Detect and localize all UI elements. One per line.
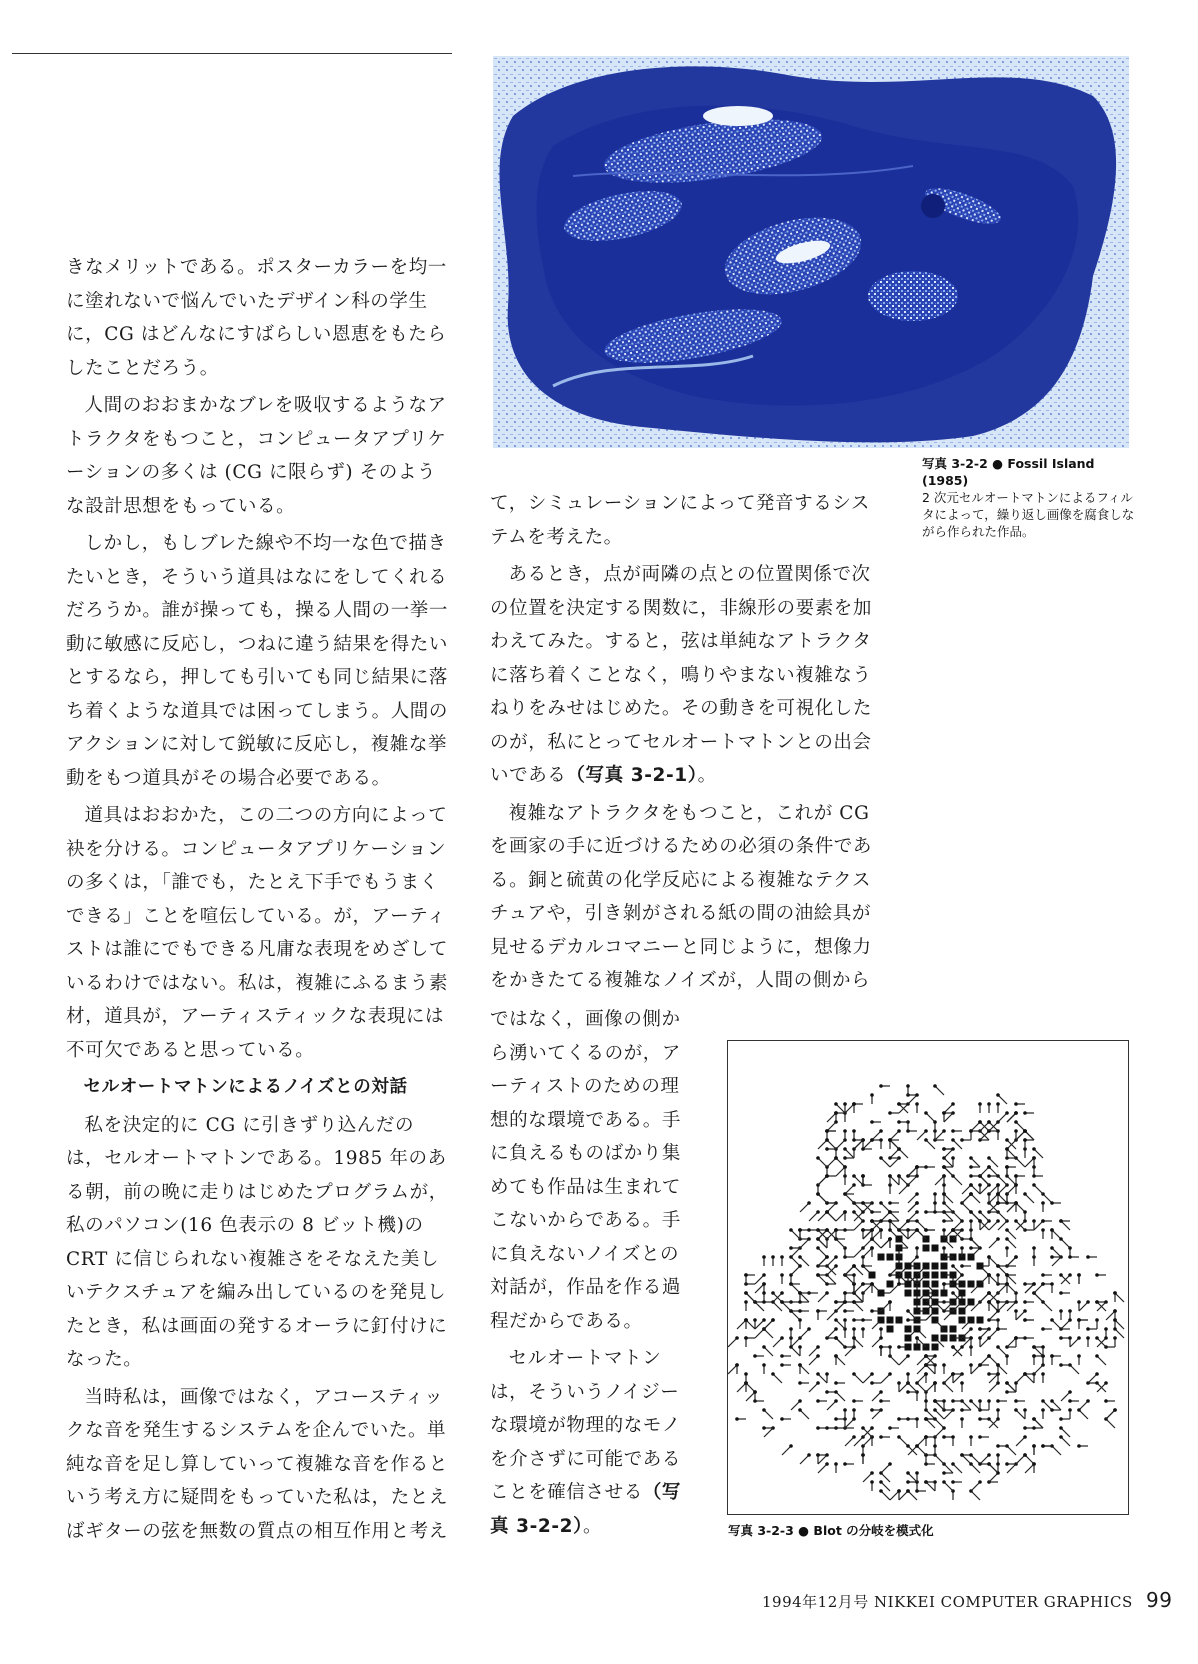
page-number: 99 xyxy=(1146,1588,1173,1612)
caption-body: 2 次元セルオートマトンによるフィルタによって，繰り返し画像を腐食しながら作られた作品。 xyxy=(922,490,1135,539)
paragraph: ではなく，画像の側から湧いてくるのが，アーティストのための理想的な環境である。手に負えるものばかり集めても作品は生まれてこないからである。手に負えないノイズとの対話が，作品を作る過程だからである。 xyxy=(490,1009,682,1332)
paragraph: 当時私は，画像ではなく，アコースティックな音を発生するシステムを企んでいた。単純な音を足し算していって複雑な音を作るという考え方に疑問をもっていた私は，たとえばギターの弦を無数の質点の相互作用と考え xyxy=(66,1386,449,1542)
top-rule xyxy=(12,53,452,54)
photo-caption: 写真 3-2-3 ● Blot の分岐を模式化 xyxy=(728,1523,934,1538)
page-footer xyxy=(762,1588,1172,1612)
section-heading: セルオートマトンによるノイズとの対話 xyxy=(83,1077,408,1097)
paragraph-end: 。 xyxy=(697,765,717,786)
magazine-name: NIKKEI COMPUTER GRAPHICS xyxy=(874,1593,1133,1611)
fossil-island-photo xyxy=(493,56,1129,448)
paragraph: 人間のおおまかなブレを吸収するようなアトラクタをもつこと，コンピュータアプリケーションの多くは (CG に限らず) そのような設計思想をもっている。 xyxy=(66,395,447,517)
paragraph xyxy=(490,558,875,793)
paragraph-text: セルオートマトンは，そういうノイジーな環境が物理的なモノを介さずに可能であることを確信させる xyxy=(490,1348,682,1503)
paragraph: しかし，もしブレた線や不均一な色で描きたいとき，そういう道具はなにをしてくれるだろうか。誰が操っても，操る人間の一挙一動に敏感に反応し，つねに違う結果を得たいとするなら，押しても引いても同じ結果に落ち着くような道具では困ってしまう。人間のアクションに対して鋭敏に反応し，複雑な挙動をもつ道具がその場合必要である。 xyxy=(66,533,449,789)
text-column-2-narrow xyxy=(490,1003,686,1547)
paragraph: きなメリットである。ポスターカラーを均一に塗れないで悩んでいたデザイン科の学生に，CG はどんなにすばらしい恩恵をもたらしたことだろう。 xyxy=(66,257,447,379)
blot-branches xyxy=(728,1084,1124,1500)
paragraph: 複雑なアトラクタをもつこと，これが CG を画家の手に近づけるための必須の条件である。銅と硫黄の化学反応による複雑なテクスチュアや，引き剝がされる紙の間の油絵具が見せるデカルコマニーと同じように，想像力をかきたてる複雑なノイズが，人間の側から xyxy=(490,802,873,991)
paragraph-end: 。 xyxy=(582,1515,603,1537)
photo-caption xyxy=(922,455,1142,540)
paragraph-text: あるとき，点が両隣の点との位置関係で次の位置を決定する関数に，非線形の要素を加わえてみた。すると，弦は単純なアトラクタに落ち着くことなく，鳴りやまない複雑なうねりをみせはじめた。その動きを可視化したのが，私にとってセルオートマトンとの出会いである xyxy=(490,564,873,786)
caption-title: 写真 3-2-2 ● Fossil Island (1985) xyxy=(922,456,1095,488)
blot-diagram xyxy=(727,1040,1129,1515)
paragraph: 道具はおおかた，この二つの方向によって袂を分ける。コンピュータアプリケーションの多くは，「誰でも，たとえ下手でもうまくできる」ことを喧伝している。が，アーティストは誰にでもできる凡庸な表現をめざしているわけではない。私は，複雑にふるまう素材，道具が，アーティスティックな表現には不可欠であると思っている。 xyxy=(66,805,449,1061)
text-column-2 xyxy=(490,487,875,1002)
paragraph xyxy=(490,1342,686,1543)
photo-reference: （写真 3-2-1） xyxy=(566,765,698,786)
paragraph: 私を決定的に CG に引きずり込んだのは，セルオートマトンである。1985 年のある朝，前の晩に走りはじめたプログラムが，私のパソコン(16 色表示の 8 ビット機)の CRT に信じられない複雑さをそなえた美しいテクスチュアを編み出しているのを発見したとき，私は画面の発するオーラに釘付けになった。 xyxy=(66,1114,448,1370)
paragraph: て，シミュレーションによって発音するシステムを考えた。 xyxy=(490,493,870,548)
text-column-1 xyxy=(66,251,452,1552)
issue-date: 1994年12月号 xyxy=(762,1593,869,1611)
photo-reference: （写真 3-2-2） xyxy=(490,1482,682,1537)
